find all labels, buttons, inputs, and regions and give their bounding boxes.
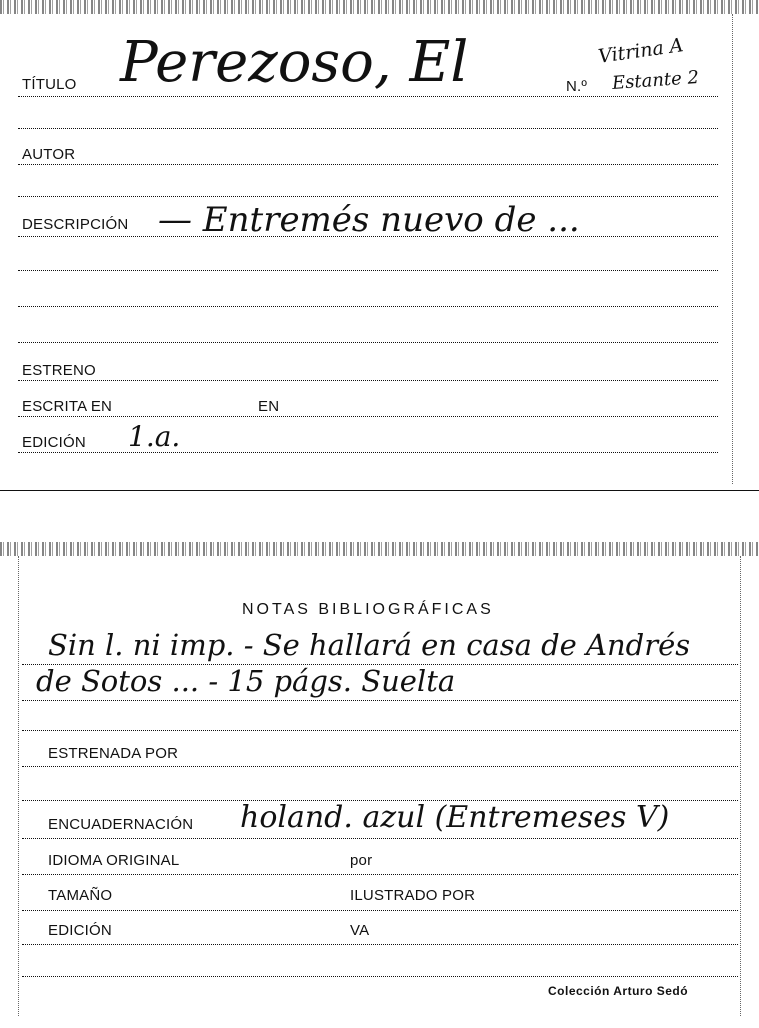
- card-back-left-edge: [18, 556, 19, 1016]
- label-ilustrado-por: ILUSTRADO POR: [350, 887, 476, 904]
- handwritten-edicion: 1.a.: [128, 420, 181, 453]
- label-tamano: TAMAÑO: [48, 887, 113, 904]
- rule-titulo-2: [18, 128, 718, 129]
- handwritten-descripcion: — Entremés nuevo de ...: [158, 200, 580, 240]
- rule-escrita: [18, 416, 718, 417]
- card-back-right-edge: [740, 556, 741, 1016]
- rule-estreno: [18, 380, 718, 381]
- rule-final: [22, 976, 738, 977]
- notas-heading: NOTAS BIBLIOGRÁFICAS: [242, 601, 494, 618]
- rule-edicion-back: [22, 944, 738, 945]
- label-estreno: ESTRENO: [22, 362, 96, 379]
- handwritten-vitrina: Vitrina A: [596, 34, 685, 68]
- rule-estrenada: [22, 766, 738, 767]
- handwritten-encuadernacion: holand. azul (Entremeses V): [240, 800, 670, 835]
- label-valor: VA: [350, 922, 370, 939]
- rule-edicion: [18, 452, 718, 453]
- label-titulo: TÍTULO: [22, 76, 77, 93]
- label-edicion: EDICIÓN: [22, 434, 86, 451]
- rule-titulo: [18, 96, 718, 97]
- rule-descripcion-3: [18, 306, 718, 307]
- rule-descripcion-4: [18, 342, 718, 343]
- rule-idioma: [22, 874, 738, 875]
- rule-autor-2: [18, 196, 718, 197]
- rule-descripcion-2: [18, 270, 718, 271]
- label-idioma-original: IDIOMA ORIGINAL: [48, 852, 180, 869]
- label-por: por: [350, 852, 373, 869]
- label-numero: N.º: [566, 78, 588, 95]
- label-encuadernacion: ENCUADERNACIÓN: [48, 816, 194, 833]
- scan-noise-middle: [0, 542, 759, 556]
- rule-notas-3: [22, 730, 738, 731]
- rule-autor: [18, 164, 718, 165]
- label-en: EN: [258, 398, 280, 415]
- card-divider: [0, 490, 759, 491]
- handwritten-titulo: Perezoso, El: [120, 30, 469, 95]
- label-autor: AUTOR: [22, 146, 76, 163]
- rule-tamano: [22, 910, 738, 911]
- card-front-right-edge: [732, 14, 733, 484]
- collection-credit: Colección Arturo Sedó: [548, 984, 689, 998]
- handwritten-estante: Estante 2: [611, 66, 700, 95]
- rule-encuadernacion: [22, 838, 738, 839]
- rule-descripcion: [18, 236, 718, 237]
- scan-noise-top: [0, 0, 759, 14]
- handwritten-notas-line1: Sin l. ni imp. - Se hallará en casa de Andrés: [48, 628, 691, 662]
- rule-notas-2: [22, 700, 738, 701]
- label-edicion-back: EDICIÓN: [48, 922, 112, 939]
- label-escrita-en: ESCRITA EN: [22, 398, 113, 415]
- handwritten-notas-line2: de Sotos ... - 15 págs. Suelta: [36, 664, 456, 698]
- label-descripcion: DESCRIPCIÓN: [22, 216, 129, 233]
- label-estrenada-por: ESTRENADA POR: [48, 745, 179, 762]
